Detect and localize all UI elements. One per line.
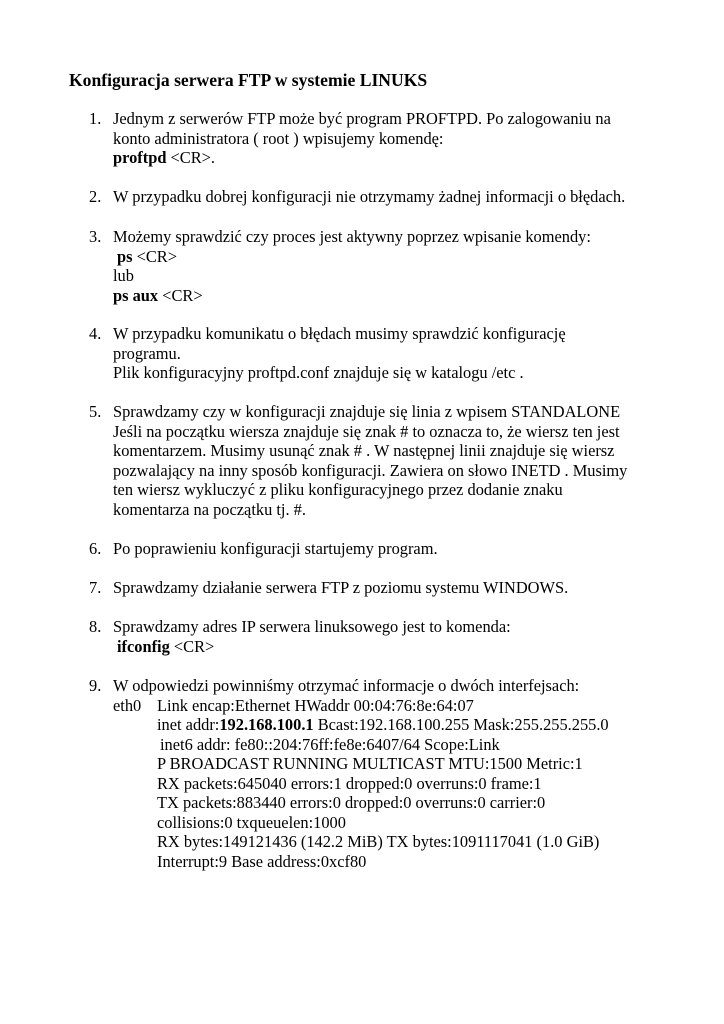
command-name: proftpd xyxy=(113,148,167,167)
item-text: Sprawdzamy adres IP serwera linuksowego jest to komenda: xyxy=(113,617,511,636)
item-number: 6. xyxy=(89,539,102,558)
command-line xyxy=(113,637,653,657)
ip-address: 192.168.100.1 xyxy=(219,715,314,734)
item-text: W odpowiedzi powinniśmy otrzymać informacje o dwóch interfejsach: xyxy=(113,676,580,695)
interface-detail: collisions:0 txqueuelen:1000 xyxy=(157,812,346,832)
inet-prefix: inet addr: xyxy=(157,715,220,734)
item-number: 7. xyxy=(89,578,102,597)
command-suffix: <CR>. xyxy=(166,148,215,167)
item-number: 4. xyxy=(89,324,102,343)
command-line xyxy=(113,286,653,306)
or-text: lub xyxy=(113,266,134,285)
interface-detail: TX packets:883440 errors:0 dropped:0 overruns:0 carrier:0 xyxy=(157,793,546,812)
command-name: ifconfig xyxy=(117,636,170,656)
interface-detail-row xyxy=(113,774,713,794)
inet-address-line xyxy=(157,715,609,735)
interface-detail: RX bytes:149121436 (142.2 MiB) TX bytes:1091117041 (1.0 GiB) xyxy=(157,832,600,851)
item-text: Jednym z serwerów FTP może być program PROFTPD. Po zalogowaniu na xyxy=(113,109,611,128)
interface-detail-row xyxy=(113,832,713,852)
interface-header-row xyxy=(113,696,713,716)
interface-detail-row xyxy=(113,852,713,872)
interface-detail: inet6 addr: fe80::204:76ff:fe8e:6407/64 Scope:Link xyxy=(160,734,500,754)
item-text: komentarzem. Musimy usunąć znak # . W następnej linii znajduje się wiersz xyxy=(113,441,615,460)
interface-detail-row xyxy=(113,754,713,774)
command-suffix: <CR> xyxy=(158,285,203,305)
interface-detail: Interrupt:9 Base address:0xcf80 xyxy=(157,851,367,871)
item-number: 3. xyxy=(89,227,102,246)
item-text: Sprawdzamy działanie serwera FTP z poziomu systemu WINDOWS. xyxy=(113,578,569,597)
command-suffix: <CR> xyxy=(132,246,177,266)
item-text: Po poprawieniu konfiguracji startujemy program. xyxy=(113,539,438,558)
inet-suffix: Bcast:192.168.100.255 Mask:255.255.255.0 xyxy=(313,715,609,734)
interface-link-info: Link encap:Ethernet HWaddr 00:04:76:8e:64:07 xyxy=(157,695,474,715)
command-suffix: <CR> xyxy=(169,636,215,656)
command-line xyxy=(113,148,653,168)
item-text: ten wiersz wykluczyć z pliku konfiguracyjnego przez dodanie znaku xyxy=(113,480,563,499)
interface-detail-row xyxy=(113,735,713,755)
item-text: W przypadku dobrej konfiguracji nie otrzymamy żadnej informacji o błędach. xyxy=(113,187,626,206)
item-text: W przypadku komunikatu o błędach musimy sprawdzić konfigurację xyxy=(113,324,566,343)
item-text: pozwalający na inny sposób konfiguracji. Zawiera on słowo INETD . Musimy xyxy=(113,460,628,480)
interface-detail: P BROADCAST RUNNING MULTICAST MTU:1500 Metric:1 xyxy=(157,754,583,773)
interface-name: eth0 xyxy=(113,695,142,715)
interface-detail-row xyxy=(113,813,713,833)
interface-detail-row xyxy=(113,793,713,813)
item-text: Plik konfiguracyjny proftpd.conf znajduje się w katalogu /etc . xyxy=(113,363,524,382)
interface-detail: RX packets:645040 errors:1 dropped:0 overruns:0 frame:1 xyxy=(157,773,542,793)
item-number: 1. xyxy=(89,109,102,128)
item-number: 5. xyxy=(89,402,102,421)
item-text: Sprawdzamy czy w konfiguracji znajduje się linia z wpisem STANDALONE xyxy=(113,402,621,421)
item-text: Możemy sprawdzić czy proces jest aktywny poprzez wpisanie komendy: xyxy=(113,227,591,246)
command-name: ps xyxy=(117,246,133,266)
item-text: programu. xyxy=(113,343,181,363)
item-text: konto administratora ( root ) wpisujemy komendę: xyxy=(113,128,444,148)
item-text: komentarza na początku tj. #. xyxy=(113,499,306,519)
interface-inet-row xyxy=(113,715,713,735)
item-text: Jeśli na początku wiersza znajduje się znak # to oznacza to, że wiersz ten jest xyxy=(113,421,620,441)
page-title: Konfiguracja serwera FTP w systemie LINUKS xyxy=(69,70,428,90)
command-name: ps aux xyxy=(113,285,159,305)
command-line xyxy=(113,247,653,267)
item-number: 2. xyxy=(89,187,102,206)
item-number: 9. xyxy=(89,676,102,695)
item-number: 8. xyxy=(89,617,102,636)
